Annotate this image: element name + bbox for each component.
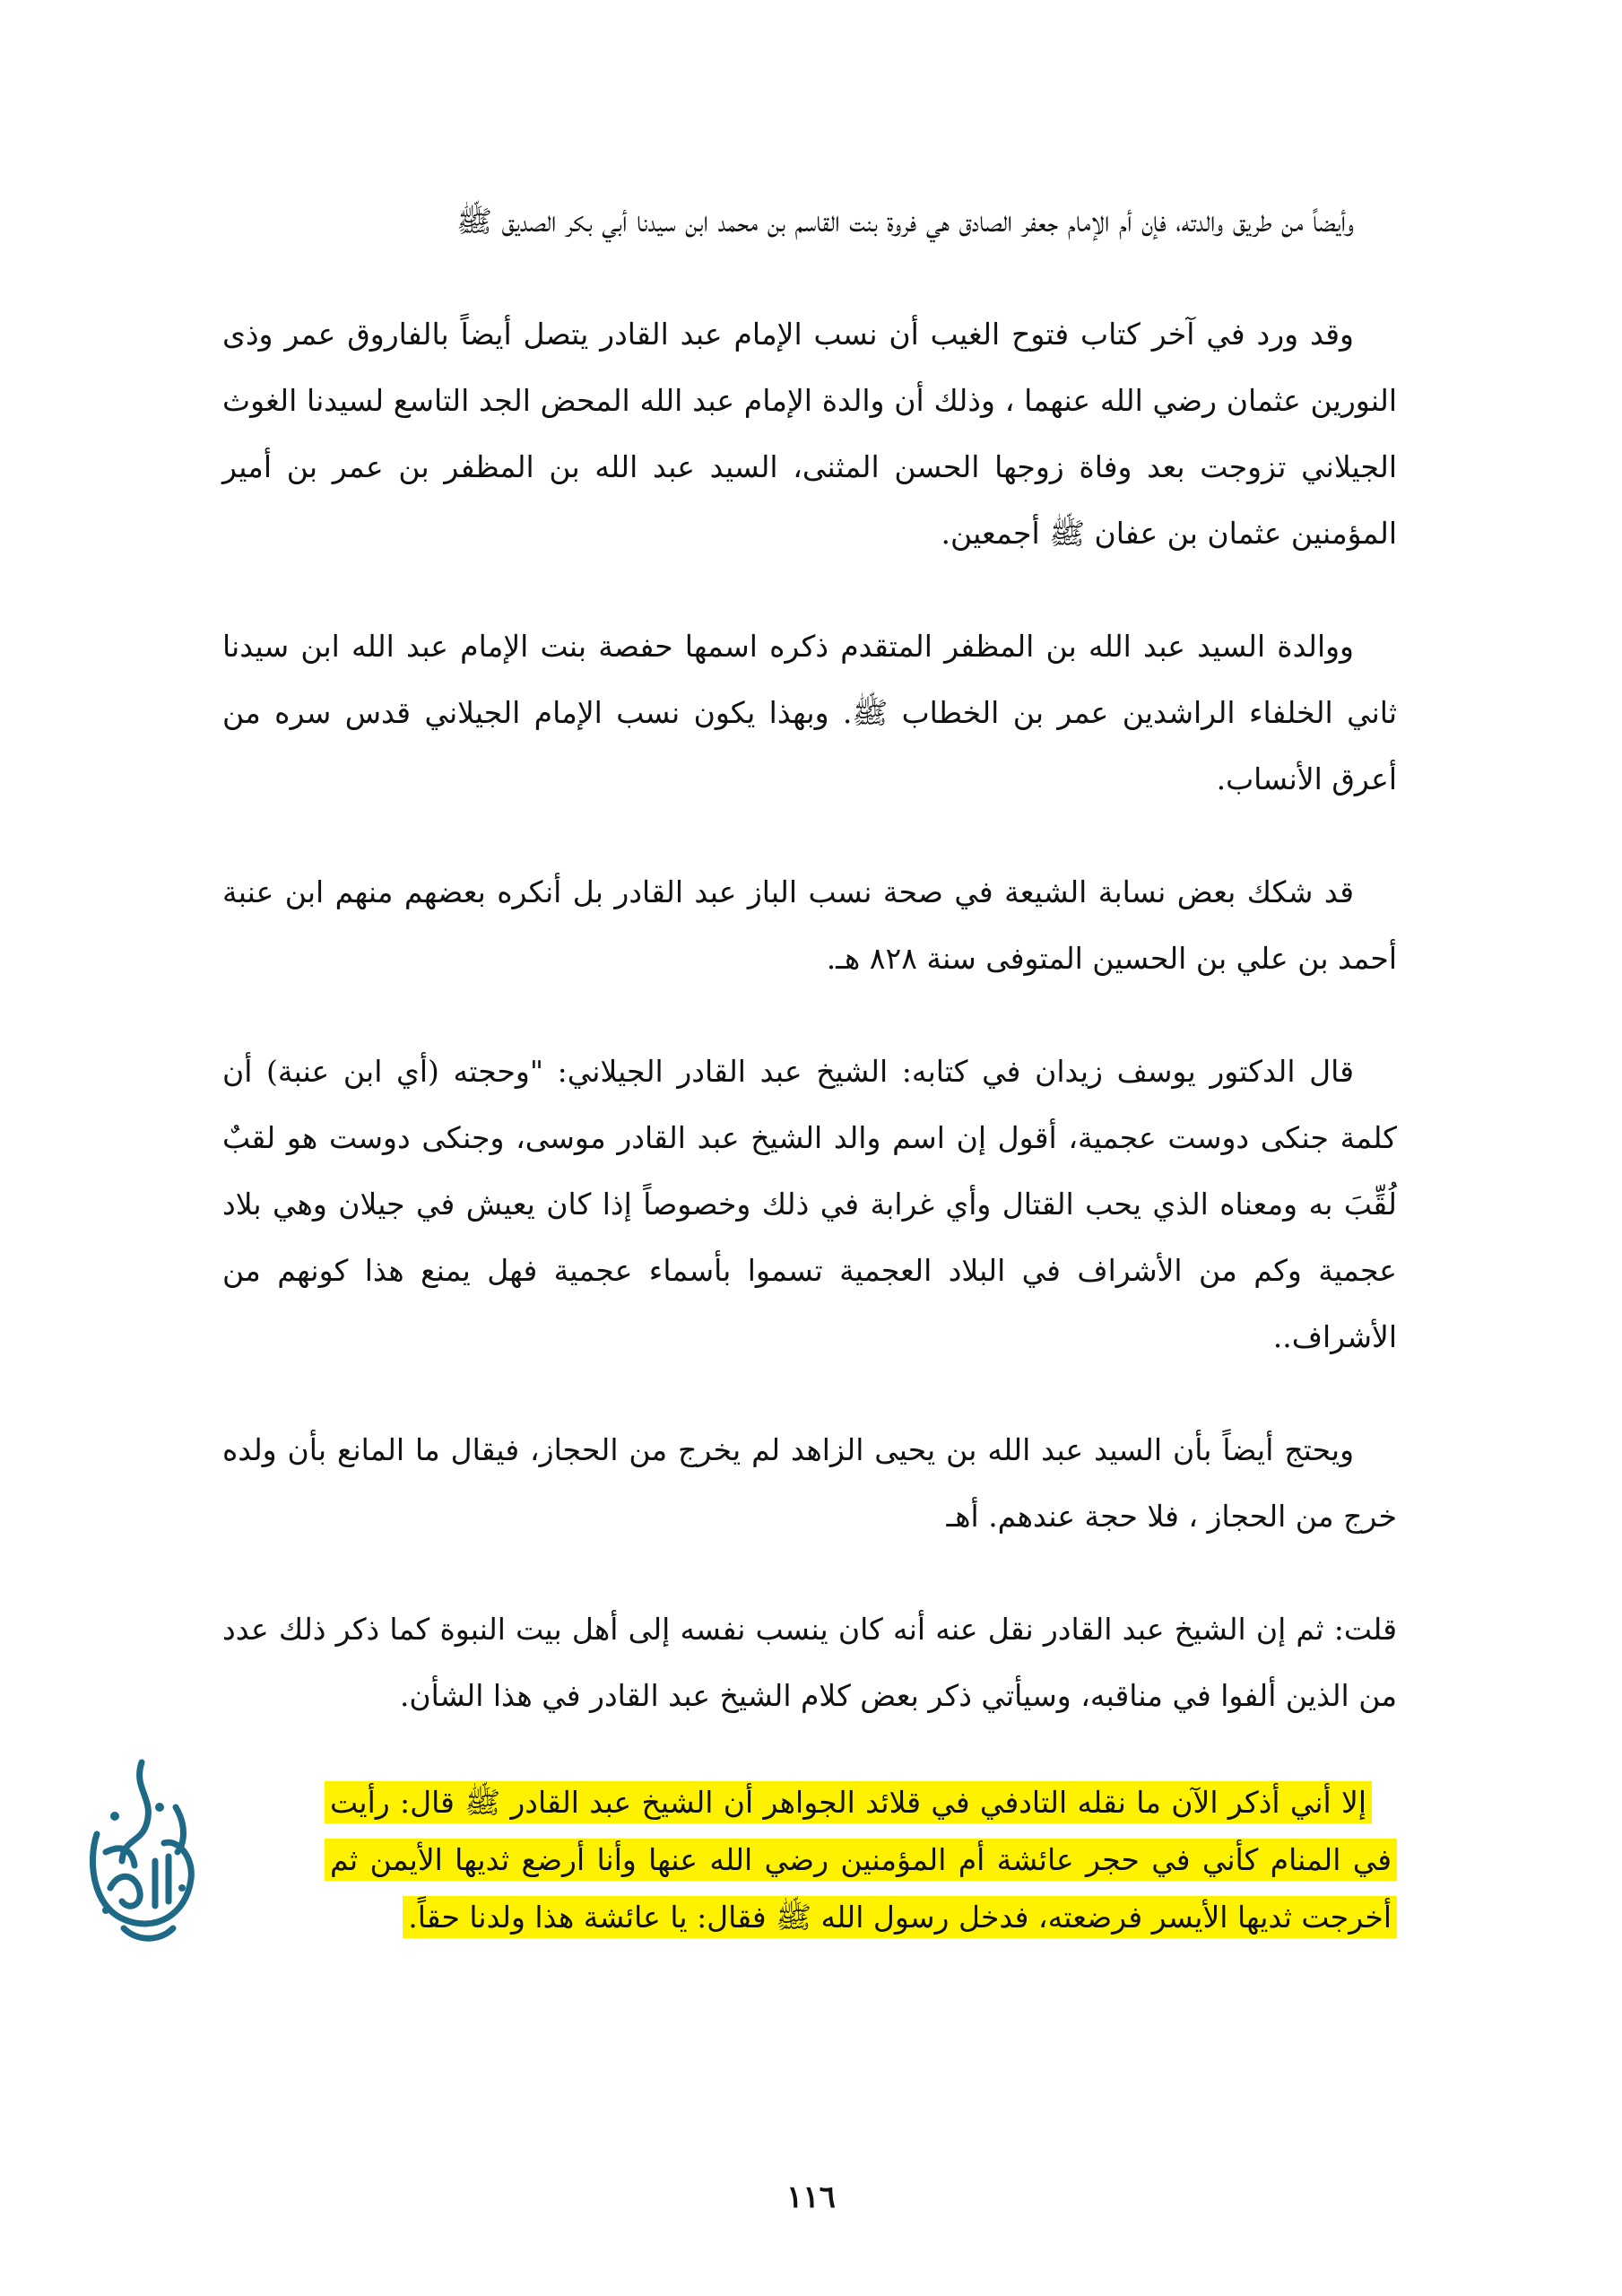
- paragraph-zaidan-quote: قال الدكتور يوسف زيدان في كتابه: الشيخ عبد القادر الجيلاني: "وحجته (أي ابن عنبة) أن كلمة جنكى دوست عجمية، أقول إن اسم والد الشيخ عبد القادر موسى، وجنكى دوست هو لقبٌ لُقِّبَ به ومعناه الذي يحب القتال وأي غرابة في ذلك وخصوصاً إذا كان يعيش في جيلان وهي بلاد عجمية وكم من الأشراف في البلاد العجمية تسموا بأسماء عجمية فهل يمنع هذا كونهم من الأشراف..: [222, 1054, 1397, 1354]
- calligraphy-logo-icon: [70, 1753, 204, 1951]
- paragraph-lineage-mother: وأيضاً من طريق والدته، فإن أم الإمام جعفر الصادق هي فروة بنت القاسم بن محمد ابن سيدنا أبي بكر الصديق ﷺ: [456, 204, 1354, 239]
- body-text: [222, 188, 1397, 1776]
- paragraph-qultu: قلت: ثم إن الشيخ عبد القادر نقل عنه أنه كان ينسب نفسه إلى أهل بيت النبوة كما ذكر ذلك عدد من الذين ألفوا في مناقبه، وسيأتي ذكر بعض كلام الشيخ عبد القادر في هذا الشأن.: [222, 1612, 1397, 1713]
- highlighted-passage: [325, 1774, 1397, 1946]
- paragraph-hijaz: ويحتج أيضاً بأن السيد عبد الله بن يحيى الزاهد لم يخرج من الحجاز، فيقال ما المانع بأن ولده خرج من الحجاز ، فلا حجة عندهم. أهـ: [222, 1432, 1397, 1534]
- paragraph-shia-doubt: قد شكك بعض نسابة الشيعة في صحة نسب الباز عبد القادر بل أنكره بعضهم منهم ابن عنبة أحمد بن علي بن الحسين المتوفى سنة ٨٢٨ هـ.: [222, 874, 1397, 976]
- page-number: ١١٦: [786, 2179, 836, 2215]
- paragraph-hafsa: ووالدة السيد عبد الله بن المظفر المتقدم ذكره اسمها حفصة بنت الإمام عبد الله ابن سيدنا ثاني الخلفاء الراشدين عمر بن الخطاب ﷺ. وبهذا يكون نسب الإمام الجيلاني قدس سره من أعرق الأنساب.: [222, 629, 1397, 796]
- highlighted-text: إلا أني أذكر الآن ما نقله التادفي في قلائد الجواهر أن الشيخ عبد القادر ﷺ قال: رأيت في المنام كأني في حجر عائشة أم المؤمنين رضي الله عنها وأنا أرضع ثديها الأيمن ثم أخرجت ثديها الأيسر فرضعته، فدخل رسول الله ﷺ فقال: يا عائشة هذا ولدنا حقاً.: [325, 1781, 1397, 1938]
- paragraph-futuh-al-ghayb: وقد ورد في آخر كتاب فتوح الغيب أن نسب الإمام عبد القادر يتصل أيضاً بالفاروق عمر وذى النورين عثمان رضي الله عنهما ، وذلك أن والدة الإمام عبد الله المحض الجد التاسع لسيدنا الغوث الجيلاني تزوجت بعد وفاة زوجها الحسن المثنى، السيد عبد الله بن المظفر بن عمر بن أمير المؤمنين عثمان بن عفان ﷺ أجمعين.: [222, 317, 1397, 551]
